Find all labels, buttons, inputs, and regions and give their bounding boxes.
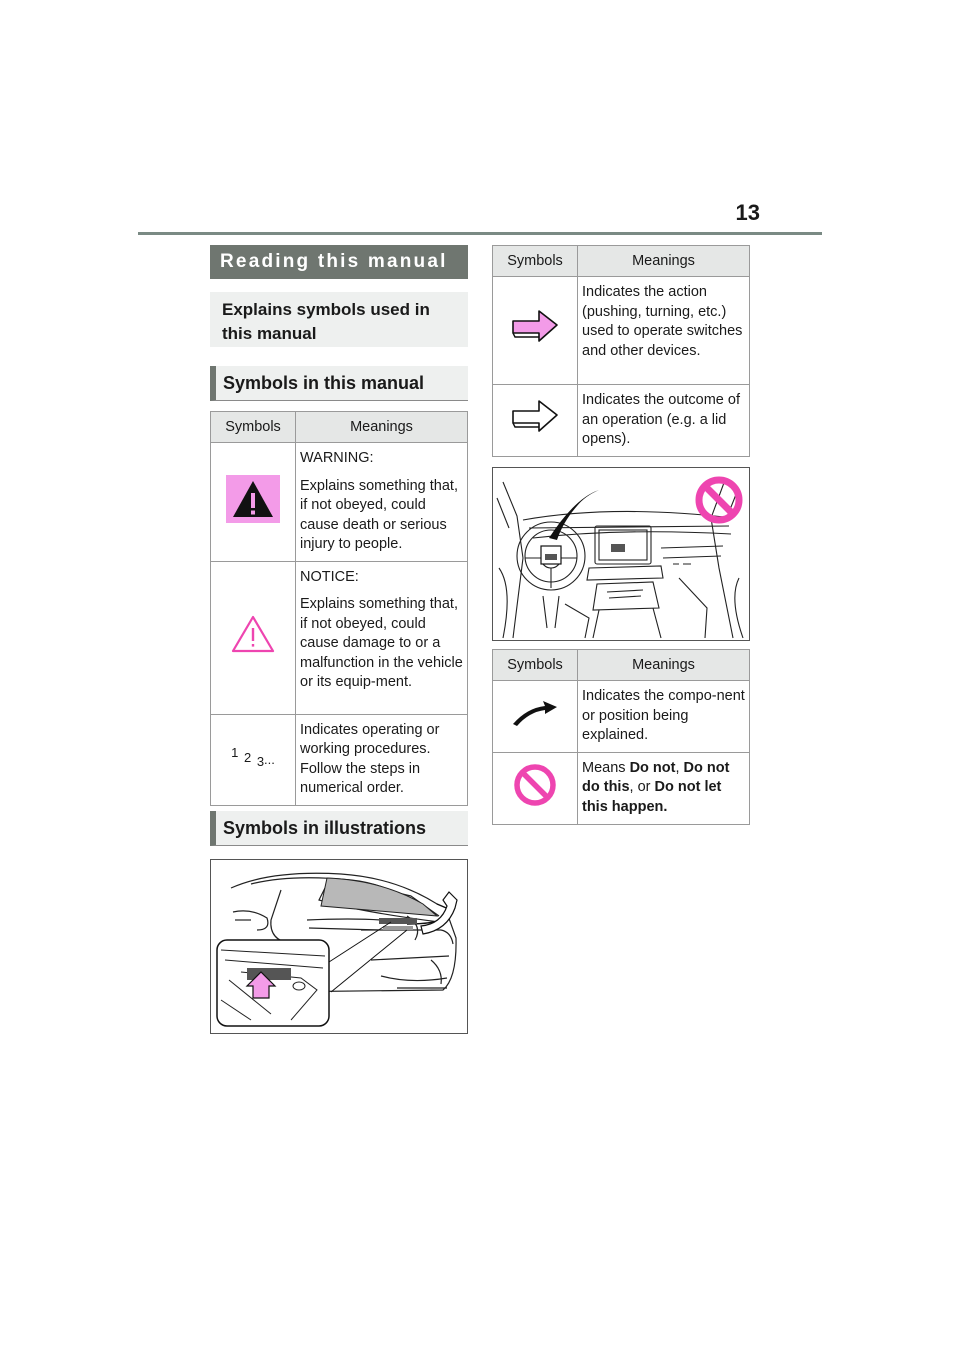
component-text: Indicates the compo-nent or position being explained. <box>582 688 745 743</box>
curved-arrow-icon <box>511 698 559 728</box>
table-row <box>211 561 468 714</box>
table-row <box>211 443 468 562</box>
meaning-cell <box>578 681 750 753</box>
arrow-symbols-table <box>492 245 750 457</box>
warning-icon <box>226 475 280 523</box>
notice-text: Explains something that, if not obeyed, could cause damage to or a malfunction in the vehicle or its equip-ment. <box>300 596 463 690</box>
prohibition-icon <box>512 762 558 808</box>
subtitle-box <box>210 292 468 347</box>
table-row <box>493 752 750 824</box>
steps-text: Indicates operating or working procedures. Follow the steps in numerical order. <box>300 721 440 796</box>
meaning-cell <box>296 714 468 805</box>
table-header-meanings: Meanings <box>578 650 750 681</box>
notice-title: NOTICE: <box>300 568 359 585</box>
symbol-cell <box>493 277 578 385</box>
steps-symbol-cell <box>211 714 296 805</box>
dashboard-illustration <box>492 467 750 641</box>
page-number: 13 <box>735 200 760 225</box>
table-header-symbols: Symbols <box>211 412 296 443</box>
symbol-cell <box>211 561 296 714</box>
meaning-cell <box>296 443 468 562</box>
table-header-meanings: Meanings <box>296 412 468 443</box>
trunk-illustration <box>210 859 468 1034</box>
subtitle-text: Explains symbols used in this manual <box>222 300 430 343</box>
steps-symbol: 1 2 3... <box>231 745 275 770</box>
chapter-banner: Reading this manual <box>210 245 468 279</box>
warning-text: Explains something that, if not obeyed, could cause death or serious injury to people. <box>300 477 458 552</box>
trunk-drawing <box>211 860 467 1033</box>
action-text: Indicates the action (pushing, turning, etc.) used to operate switches and other devices. <box>582 284 743 359</box>
warning-title: WARNING: <box>300 450 374 466</box>
outline-arrow-icon <box>511 397 559 437</box>
meaning-cell <box>296 561 468 714</box>
symbol-cell <box>211 443 296 562</box>
symbol-cell <box>493 752 578 824</box>
dashboard-drawing <box>493 468 749 640</box>
outcome-text: Indicates the outcome of an operation (e.g. a lid opens). <box>582 392 740 447</box>
top-rule <box>138 232 822 235</box>
table-row <box>211 714 468 805</box>
section-heading-illustrations: Symbols in illustrations <box>210 811 468 846</box>
table-row <box>493 681 750 753</box>
notice-icon <box>230 614 276 654</box>
pink-arrow-icon <box>511 307 559 347</box>
table-header-symbols: Symbols <box>493 246 578 277</box>
manual-symbols-table <box>210 411 468 806</box>
meaning-cell <box>578 752 750 824</box>
component-symbols-table <box>492 649 750 825</box>
meaning-cell <box>578 385 750 457</box>
symbol-cell <box>493 681 578 753</box>
table-header-meanings: Meanings <box>578 246 750 277</box>
table-row <box>493 385 750 457</box>
section-heading-manual: Symbols in this manual <box>210 366 468 401</box>
symbol-cell <box>493 385 578 457</box>
table-row <box>493 277 750 385</box>
table-header-symbols: Symbols <box>493 650 578 681</box>
prohibition-text: Means Do not, Do not do this, or Do not let this happen. <box>582 759 730 815</box>
meaning-cell <box>578 277 750 385</box>
